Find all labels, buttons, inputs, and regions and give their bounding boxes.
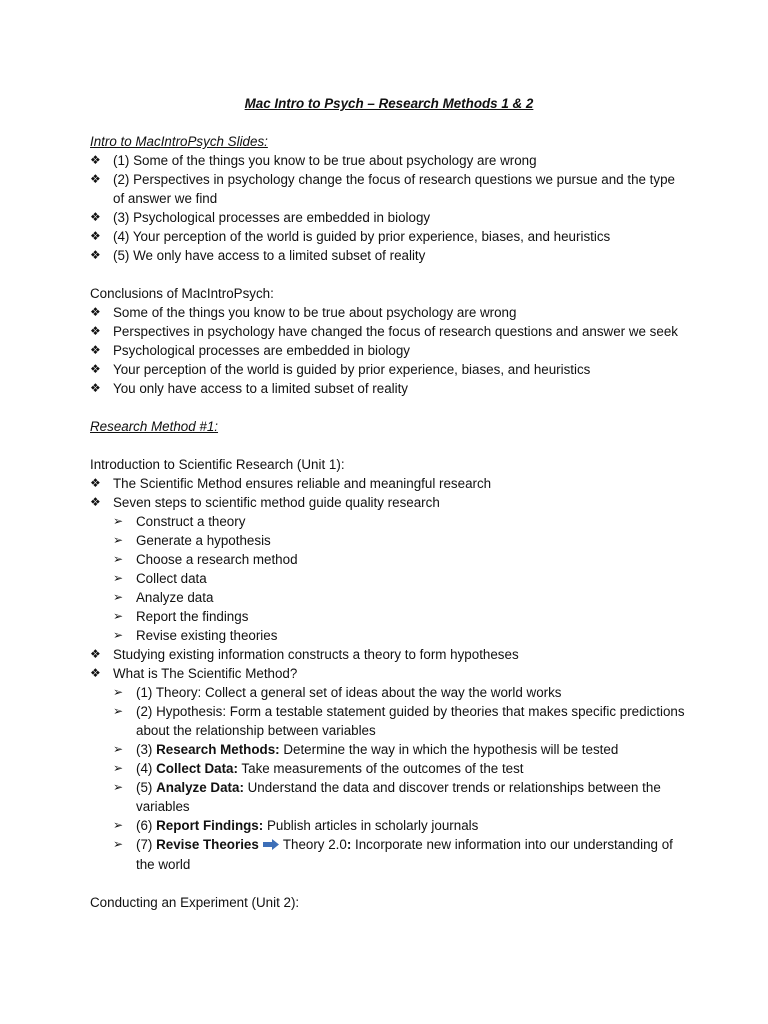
diamond-bullet-icon: ❖ xyxy=(90,666,101,680)
list-item: ❖ Some of the things you know to be true about psychology are wrong xyxy=(90,305,517,320)
research-method-list xyxy=(90,474,688,874)
arrowhead-bullet-icon: ➢ xyxy=(113,533,124,547)
arrowhead-bullet-icon: ➢ xyxy=(113,780,124,794)
diamond-bullet-icon: ❖ xyxy=(90,343,101,357)
list-item: ❖ (2) Perspectives in psychology change the focus of research questions we pursue and the type of answer we find xyxy=(90,172,675,206)
intro-list xyxy=(90,151,688,265)
conclusions-list xyxy=(90,303,688,398)
sub-list-item: ➢ Report the findings xyxy=(113,609,249,624)
sub-list-item: ➢ (2) Hypothesis: Form a testable statement guided by theories that makes specific predictions about the relationship between variables xyxy=(113,704,685,738)
arrowhead-bullet-icon: ➢ xyxy=(113,818,124,832)
arrowhead-bullet-icon: ➢ xyxy=(113,571,124,585)
diamond-bullet-icon: ❖ xyxy=(90,210,101,224)
list-item: ❖ (4) Your perception of the world is guided by prior experience, biases, and heuristics xyxy=(90,229,611,244)
diamond-bullet-icon: ❖ xyxy=(90,153,101,167)
arrowhead-bullet-icon: ➢ xyxy=(113,837,124,851)
list-item: ❖ (1) Some of the things you know to be true about psychology are wrong xyxy=(90,153,537,168)
research-method-1-heading: Research Method #1: xyxy=(90,419,219,434)
sub-list-item: ➢ Generate a hypothesis xyxy=(113,533,271,548)
list-item: ❖ Psychological processes are embedded in biology xyxy=(90,343,411,358)
sub-list-item: ➢ (7) Revise Theories Theory 2.0: Incorporate new information into our understanding of the world xyxy=(113,837,673,872)
diamond-bullet-icon: ❖ xyxy=(90,305,101,319)
list-item: ❖ Perspectives in psychology have changed the focus of research questions and answer we seek xyxy=(90,324,678,339)
sub-list-item: ➢ (6) Report Findings: Publish articles in scholarly journals xyxy=(113,818,479,833)
diamond-bullet-icon: ❖ xyxy=(90,248,101,262)
list-item: ❖ Your perception of the world is guided by prior experience, biases, and heuristics xyxy=(90,362,591,377)
list-item: ❖ Seven steps to scientific method guide quality research xyxy=(90,495,440,510)
diamond-bullet-icon: ❖ xyxy=(90,381,101,395)
diamond-bullet-icon: ❖ xyxy=(90,476,101,490)
conclusions-heading: Conclusions of MacIntroPsych: xyxy=(90,286,274,301)
sub-list-item: ➢ Analyze data xyxy=(113,590,214,605)
diamond-bullet-icon: ❖ xyxy=(90,495,101,509)
sub-list-item: ➢ Choose a research method xyxy=(113,552,298,567)
diamond-bullet-icon: ❖ xyxy=(90,362,101,376)
unit-1-heading: Introduction to Scientific Research (Unit 1): xyxy=(90,457,345,472)
sub-list-item: ➢ (3) Research Methods: Determine the way in which the hypothesis will be tested xyxy=(113,742,619,757)
diamond-bullet-icon: ❖ xyxy=(90,324,101,338)
sub-list-item: ➢ (4) Collect Data: Take measurements of the outcomes of the test xyxy=(113,761,524,776)
arrowhead-bullet-icon: ➢ xyxy=(113,685,124,699)
sub-list-item: ➢ Construct a theory xyxy=(113,514,246,529)
document-title: Mac Intro to Psych – Research Methods 1 & 2 xyxy=(244,96,534,111)
list-item: ❖ (3) Psychological processes are embedded in biology xyxy=(90,210,431,225)
diamond-bullet-icon: ❖ xyxy=(90,229,101,243)
list-item: ❖ What is The Scientific Method? xyxy=(90,666,298,681)
arrowhead-bullet-icon: ➢ xyxy=(113,514,124,528)
arrowhead-bullet-icon: ➢ xyxy=(113,704,124,718)
sub-list-item: ➢ (1) Theory: Collect a general set of ideas about the way the world works xyxy=(113,685,562,700)
arrowhead-bullet-icon: ➢ xyxy=(113,761,124,775)
intro-heading: Intro to MacIntroPsych Slides: xyxy=(90,134,268,149)
diamond-bullet-icon: ❖ xyxy=(90,647,101,661)
list-item: ❖ You only have access to a limited subset of reality xyxy=(90,381,409,396)
list-item: ❖ (5) We only have access to a limited subset of reality xyxy=(90,248,426,263)
right-arrow-icon xyxy=(263,836,279,855)
arrowhead-bullet-icon: ➢ xyxy=(113,590,124,604)
arrowhead-bullet-icon: ➢ xyxy=(113,742,124,756)
list-item: ❖ The Scientific Method ensures reliable and meaningful research xyxy=(90,476,492,491)
arrowhead-bullet-icon: ➢ xyxy=(113,609,124,623)
sub-list-item: ➢ Collect data xyxy=(113,571,207,586)
list-item: ❖ Studying existing information constructs a theory to form hypotheses xyxy=(90,647,519,662)
arrowhead-bullet-icon: ➢ xyxy=(113,552,124,566)
arrowhead-bullet-icon: ➢ xyxy=(113,628,124,642)
sub-list-item: ➢ Revise existing theories xyxy=(113,628,278,643)
sub-list-item: ➢ (5) Analyze Data: Understand the data and discover trends or relationships between the variables xyxy=(113,780,661,814)
unit-2-heading: Conducting an Experiment (Unit 2): xyxy=(90,894,300,910)
diamond-bullet-icon: ❖ xyxy=(90,172,101,186)
